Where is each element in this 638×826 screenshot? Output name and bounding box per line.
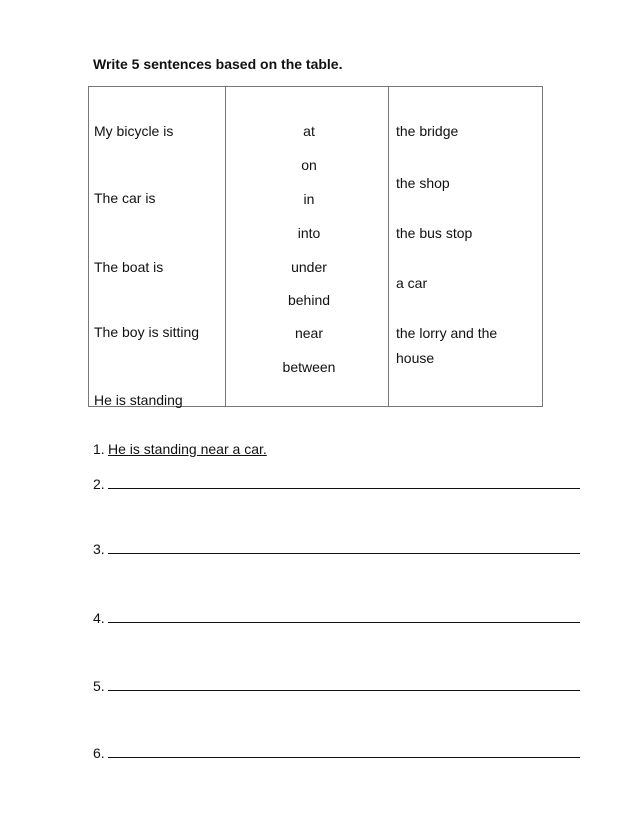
place-cell: a car — [396, 275, 428, 291]
preposition-cell: between — [282, 359, 336, 375]
preposition-cell: on — [301, 157, 317, 173]
answer-number: 5. — [93, 678, 105, 694]
answer-number: 2. — [93, 476, 105, 492]
answer-number: 6. — [93, 745, 105, 761]
preposition-cell: under — [291, 259, 327, 275]
place-cell: the lorry and the — [396, 325, 498, 341]
answer-number: 4. — [93, 610, 105, 626]
table-divider — [388, 87, 389, 406]
subject-cell: He is standing — [94, 392, 183, 408]
answer-blank[interactable] — [108, 553, 580, 554]
subject-cell: The car is — [94, 190, 156, 206]
answer-number: 1. — [93, 441, 105, 457]
example-answer: He is standing near a car. — [108, 441, 267, 457]
answer-line-4 — [93, 610, 105, 626]
place-cell: house — [396, 350, 435, 366]
answer-number: 3. — [93, 541, 105, 557]
answer-blank[interactable] — [108, 690, 580, 691]
answer-line-3 — [93, 541, 105, 557]
answer-line-5 — [93, 678, 105, 694]
preposition-cell: into — [297, 225, 321, 241]
place-cell: the bus stop — [396, 225, 473, 241]
worksheet-instructions: Write 5 sentences based on the table. — [93, 56, 343, 72]
subject-cell: The boat is — [94, 259, 164, 275]
preposition-cell: at — [303, 123, 315, 139]
place-cell: the bridge — [396, 123, 459, 139]
subject-cell: My bicycle is — [94, 123, 174, 139]
answer-blank[interactable] — [108, 622, 580, 623]
preposition-cell: in — [303, 191, 315, 207]
answer-line-2 — [93, 476, 105, 492]
preposition-cell: near — [294, 325, 324, 341]
answer-blank[interactable] — [108, 757, 580, 758]
subject-cell: The boy is sitting — [94, 324, 200, 340]
answer-line-6 — [93, 745, 105, 761]
answer-blank[interactable] — [108, 488, 580, 489]
answer-line-1 — [93, 441, 105, 457]
place-cell: the shop — [396, 175, 450, 191]
table-divider — [225, 87, 226, 406]
preposition-cell: behind — [287, 292, 331, 308]
word-table — [88, 86, 543, 407]
